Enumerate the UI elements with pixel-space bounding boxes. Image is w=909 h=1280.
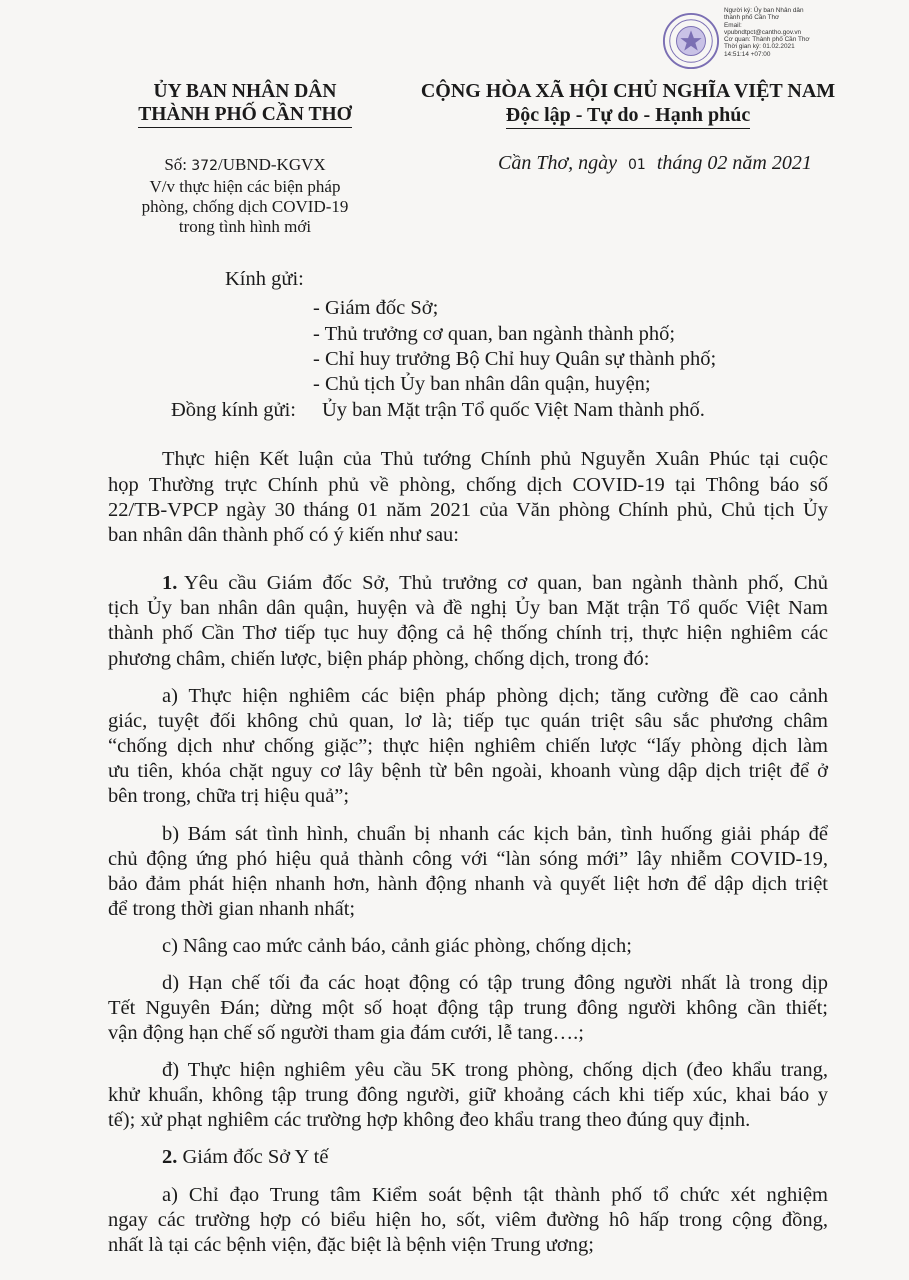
date-prefix: Cần Thơ, ngày (498, 152, 618, 174)
signature-line: thành phố Cần Thơ (724, 14, 780, 22)
motto: Độc lập - Tự do - Hạnh phúc (506, 103, 750, 129)
item-2a-line: ngay các trường hợp có biểu hiện ho, sốt, viêm đường hô hấp trong cộng đồng, (108, 1209, 828, 1231)
section-1-line: phương châm, chiến lược, biện pháp phòng, chống dịch, trong đó: (108, 648, 650, 670)
intro-line: 22/TB-VPCP ngày 30 tháng 01 năm 2021 của Văn phòng Chính phủ, Chủ tịch Ủy (108, 499, 828, 521)
item-1a-line: “chống dịch như chống giặc”; thực hiện nghiêm chiến lược “lấy phòng dịch làm (108, 735, 828, 757)
section-2-number: 2. (162, 1146, 178, 1168)
item-1a-line: a) Thực hiện nghiêm các biện pháp phòng dịch; tăng cường đề cao cảnh (162, 685, 828, 707)
dong-kinh-gui-label: Đồng kính gửi: (171, 399, 297, 421)
item-1dd-line: tế); xử phạt nghiêm các trường hợp không đeo khẩu trang theo đúng quy định. (108, 1109, 751, 1131)
item-2a-line: a) Chỉ đạo Trung tâm Kiểm soát bệnh tật thành phố tổ chức xét nghiệm (162, 1184, 828, 1206)
section-1-line: thành phố Cần Thơ tiếp tục huy động cả hệ thống chính trị, thực hiện nghiêm các (108, 622, 828, 644)
official-seal-icon (662, 12, 720, 70)
number-suffix: /UBND-KGVX (218, 155, 326, 174)
digital-signature-info (724, 7, 904, 58)
recipient-item: - Chỉ huy trưởng Bộ Chỉ huy Quân sự thành phố; (313, 348, 717, 370)
signature-line: 14:51:14 +07:00 (724, 50, 771, 58)
intro-line: ban nhân dân thành phố có ý kiến như sau: (108, 524, 459, 546)
item-1dd-line: khử khuẩn, không tập trung đông người, giữ khoảng cách khi tiếp xúc, khai báo y (108, 1084, 828, 1106)
item-1d-line: Tết Nguyên Đán; dừng một số hoạt động tập trung đông người không cần thiết; (108, 997, 828, 1019)
subject-line: V/v thực hiện các biện pháp (149, 177, 341, 196)
item-2a-line: nhất là tại các bệnh viện, đặc biệt là bệnh viện Trung ương; (108, 1234, 594, 1256)
recipient-item: - Chủ tịch Ủy ban nhân dân quận, huyện; (313, 373, 651, 395)
signature-line: Email: (724, 21, 742, 29)
item-1b-line: chủ động ứng phó hiệu quả thành công với “làn sóng mới” lây nhiễm COVID-19, (108, 848, 828, 870)
document-number (110, 155, 380, 176)
section-1-number: 1. (162, 572, 178, 594)
section-1-line: Yêu cầu Giám đốc Sở, Thủ trưởng cơ quan, ban ngành thành phố, Chủ (184, 572, 828, 594)
item-1c-line: c) Nâng cao mức cảnh báo, cảnh giác phòng, chống dịch; (162, 935, 632, 957)
dong-kinh-gui-value: Ủy ban Mặt trận Tổ quốc Việt Nam thành phố. (322, 399, 705, 421)
org-name-line1: ỦY BAN NHÂN DÂN (153, 81, 337, 102)
subject-line: trong tình hình mới (178, 217, 312, 236)
issue-date (498, 152, 812, 175)
item-1d-line: vận động hạn chế số người tham gia đám cưới, lễ tang….; (108, 1022, 585, 1044)
issuing-organization (110, 80, 380, 128)
recipient-item: - Thủ trưởng cơ quan, ban ngành thành phố; (313, 323, 676, 345)
document-subject (110, 177, 380, 237)
item-1a-line: ưu tiên, khóa chặt nguy cơ lây bệnh từ bên ngoài, khoanh vùng dập dịch triệt để ở (108, 760, 828, 782)
section-2-title: Giám đốc Sở Y tế (182, 1146, 329, 1168)
national-motto (398, 79, 858, 129)
subject-line: phòng, chống dịch COVID-19 (141, 197, 349, 216)
number-handwritten: 372 (191, 158, 218, 174)
item-1d-line: d) Hạn chế tối đa các hoạt động có tập trung đông người nhất là trong dịp (162, 972, 828, 994)
number-prefix: Số: (164, 155, 188, 174)
signature-line: vpubndtpct@cantho.gov.vn (724, 28, 802, 36)
item-1b-line: bảo đảm phát hiện nhanh hơn, hành động nhanh và quyết liệt hơn để dập dịch triệt (108, 873, 828, 895)
signature-line: Người ký: Ủy ban Nhân dân (724, 7, 804, 14)
signature-line: Cơ quan: Thành phố Cần Thơ (724, 36, 810, 44)
intro-line: Thực hiện Kết luận của Thủ tướng Chính phủ Nguyễn Xuân Phúc tại cuộc (162, 448, 828, 470)
item-1a-line: bên trong, chữa trị hiệu quả”; (108, 785, 350, 807)
item-1b-line: để trong thời gian nhanh nhất; (108, 898, 356, 920)
kinh-gui-label: Kính gửi: (225, 268, 304, 290)
item-1b-line: b) Bám sát tình hình, chuẩn bị nhanh các kịch bản, tình huống giải pháp để (162, 823, 828, 845)
intro-line: họp Thường trực Chính phủ về phòng, chống dịch COVID-19 tại Thông báo số (108, 474, 828, 496)
date-day-handwritten: 01 (628, 157, 646, 173)
recipient-item: - Giám đốc Sở; (313, 297, 439, 319)
date-suffix: tháng 02 năm 2021 (656, 152, 812, 174)
item-1dd-line: đ) Thực hiện nghiêm yêu cầu 5K trong phòng, chống dịch (đeo khẩu trang, (162, 1059, 828, 1081)
nation-name: CỘNG HÒA XÃ HỘI CHỦ NGHĨA VIỆT NAM (420, 80, 836, 102)
org-name-line2: THÀNH PHỐ CẦN THƠ (138, 103, 352, 128)
section-2-heading (162, 1145, 328, 1169)
section-1-line: tịch Ủy ban nhân dân quận, huyện và đề nghị Ủy ban Mặt trận Tổ quốc Việt Nam (108, 597, 828, 619)
item-1a-line: giác, tuyệt đối không chủ quan, lơ là; tiếp tục quán triệt sâu sắc phương châm (108, 710, 828, 732)
signature-line: Thời gian ký: 01.02.2021 (724, 43, 795, 51)
